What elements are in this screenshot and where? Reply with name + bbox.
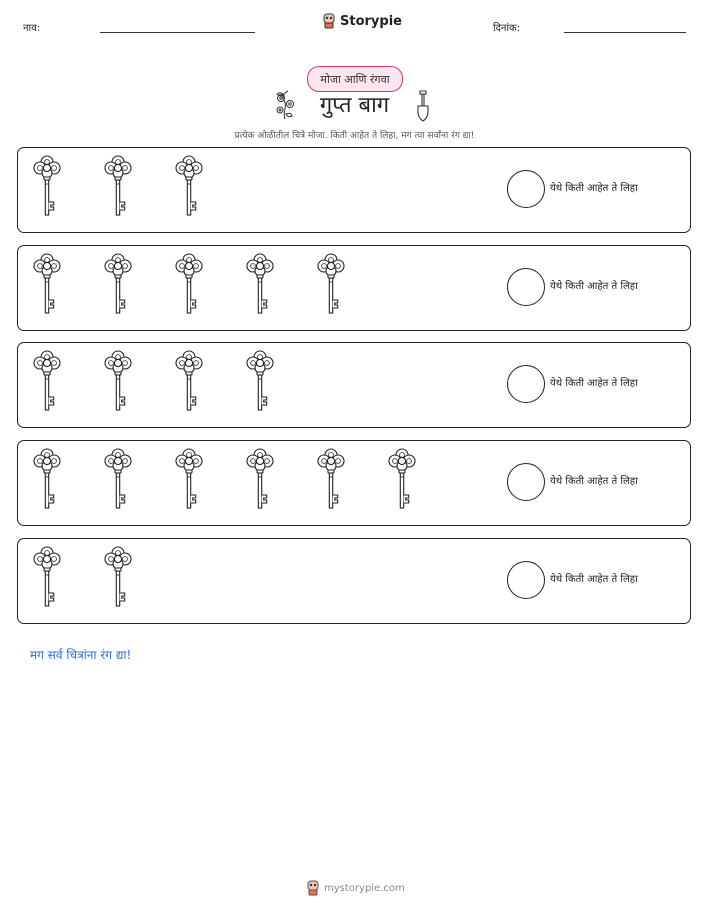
key-icon [243,252,277,316]
footer-brand [306,880,405,896]
key-icon [314,252,348,316]
color-all-note: मग सर्व चित्रांना रंग द्या! [30,648,132,662]
key-icon [101,154,135,218]
footer-site: mystorypie.com [324,882,405,894]
brand-name: Storypie [340,13,402,29]
date-line [564,32,686,33]
key-icon [101,447,135,511]
activity-badge: मोजा आणि रंगवा [307,66,403,92]
answer-circle[interactable] [507,170,545,208]
name-line [100,32,255,33]
count-row-1 [17,147,691,233]
key-icon [30,154,64,218]
key-icon [30,545,64,609]
answer-prompt: येथे किती आहेत ते लिहा [550,281,638,292]
key-icon [172,349,206,413]
title-area [0,89,709,125]
key-icon [243,349,277,413]
key-icon [172,252,206,316]
count-row-2 [17,245,691,331]
key-icon [101,252,135,316]
page-title: गुप्त बाग [319,93,390,118]
key-icon [101,545,135,609]
answer-circle[interactable] [507,268,545,306]
count-row-5 [17,538,691,624]
instructions: प्रत्येक ओळीतील चित्रे मोजा. किती आहेत ते लिहा, मग त्या सर्वांना रंग द्या! [234,131,475,141]
storypie-mascot-icon [322,13,336,29]
key-icon [243,447,277,511]
name-label: नाव: [23,23,41,34]
answer-circle[interactable] [507,561,545,599]
key-icon [172,447,206,511]
count-row-4 [17,440,691,526]
date-label: दिनांक: [493,23,521,34]
storypie-mascot-icon [306,880,320,896]
key-icon [172,154,206,218]
shovel-icon [414,90,432,122]
key-icon [30,447,64,511]
key-icon [30,349,64,413]
answer-prompt: येथे किती आहेत ते लिहा [550,183,638,194]
answer-prompt: येथे किती आहेत ते लिहा [550,378,638,389]
key-icon [30,252,64,316]
answer-prompt: येथे किती आहेत ते लिहा [550,476,638,487]
answer-prompt: येथे किती आहेत ते लिहा [550,574,638,585]
answer-circle[interactable] [507,463,545,501]
answer-circle[interactable] [507,365,545,403]
key-icon [101,349,135,413]
key-icon [385,447,419,511]
brand-logo [322,13,402,29]
key-icon [314,447,348,511]
count-row-3 [17,342,691,428]
